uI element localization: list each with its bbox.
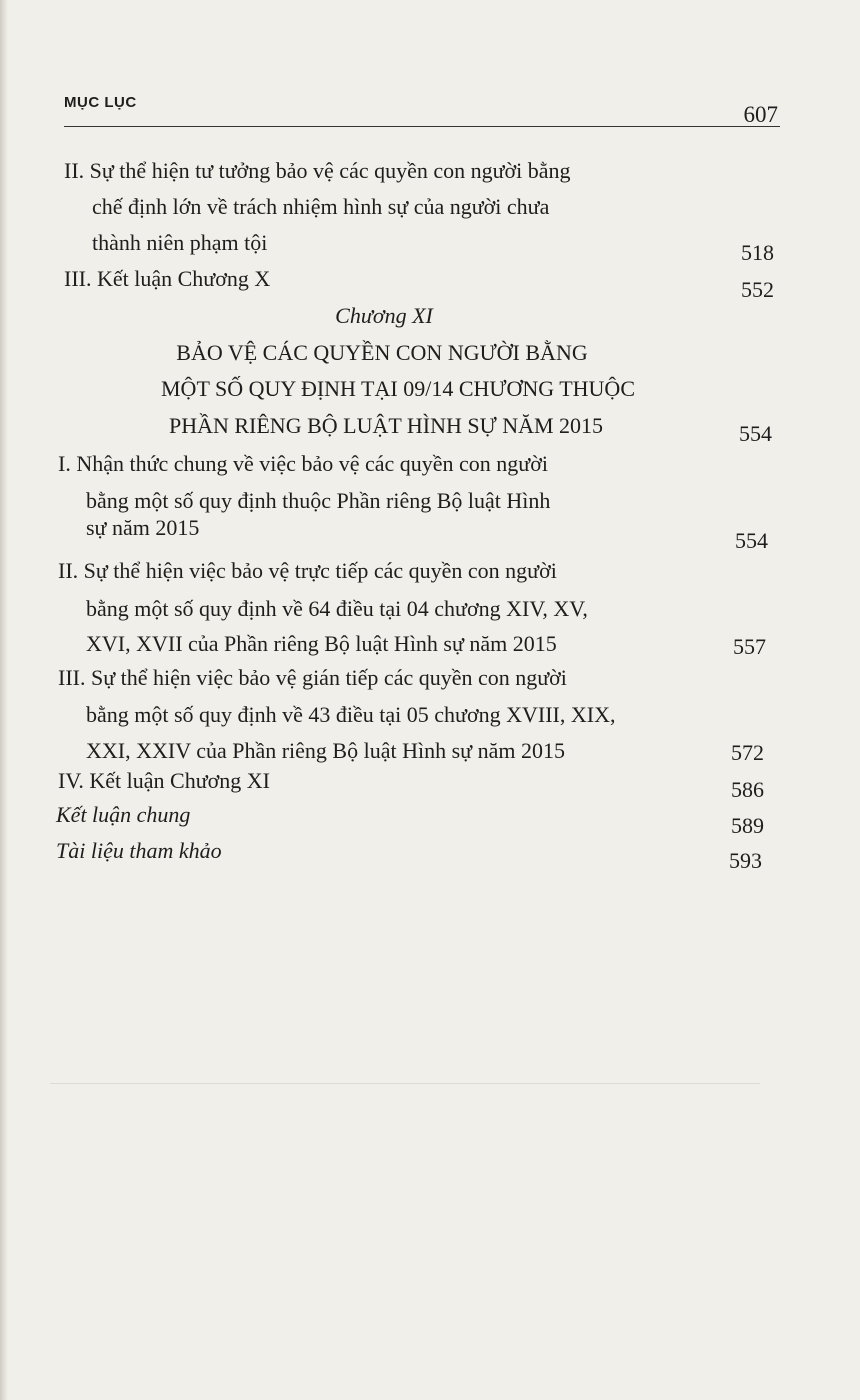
toc-entry-ii-page: 518	[741, 240, 774, 265]
page-number: 607	[743, 102, 778, 127]
toc-entry-i-page: 554	[735, 528, 768, 553]
toc-entry-iii-line-1: III. Kết luận Chương X	[64, 266, 271, 291]
toc-entry-iii-b-line-1: III. Sự thể hiện việc bảo vệ gián tiếp các quyền con người	[58, 665, 567, 690]
toc-entry-i-line-3: sự năm 2015	[86, 515, 200, 540]
page-binding-shadow	[0, 0, 8, 1400]
toc-entry-iv-line-1: IV. Kết luận Chương XI	[58, 768, 270, 793]
toc-entry-ii-b-line-2: bằng một số quy định về 64 điều tại 04 chương XIV, XV,	[86, 596, 588, 621]
toc-entry-ii-line-3: thành niên phạm tội	[92, 230, 268, 255]
chapter-xi-page: 554	[739, 421, 772, 446]
toc-conclusion-label: Kết luận chung	[56, 802, 191, 827]
toc-entry-i-line-2: bằng một số quy định thuộc Phần riêng Bộ luật Hình	[86, 488, 551, 513]
toc-entry-i-line-1: I. Nhận thức chung về việc bảo vệ các quyền con người	[58, 451, 548, 476]
toc-entry-ii-b-line-3: XVI, XVII của Phần riêng Bộ luật Hình sự năm 2015	[86, 631, 557, 656]
toc-entry-ii-line-1: II. Sự thể hiện tư tưởng bảo vệ các quyền con người bằng	[64, 158, 571, 183]
toc-entry-iii-b-line-2: bằng một số quy định về 43 điều tại 05 chương XVIII, XIX,	[86, 702, 616, 727]
toc-entry-iii-b-page: 572	[731, 740, 764, 765]
toc-entry-iii-b-line-3: XXI, XXIV của Phần riêng Bộ luật Hình sự năm 2015	[86, 738, 565, 763]
toc-entry-iii-page: 552	[741, 277, 774, 302]
running-header-title: MỤC LỤC	[64, 94, 137, 111]
chapter-xi-title-line-1: BẢO VỆ CÁC QUYỀN CON NGƯỜI BẰNG	[176, 340, 588, 365]
toc-references-page: 593	[729, 848, 762, 873]
toc-references-label: Tài liệu tham khảo	[56, 838, 222, 863]
toc-conclusion-page: 589	[731, 813, 764, 838]
toc-entry-iv-page: 586	[731, 777, 764, 802]
toc-entry-ii-b-line-1: II. Sự thể hiện việc bảo vệ trực tiếp các quyền con người	[58, 558, 557, 583]
header-rule	[64, 126, 780, 127]
toc-entry-ii-b-page: 557	[733, 634, 766, 659]
chapter-xi-title-line-3: PHẦN RIÊNG BỘ LUẬT HÌNH SỰ NĂM 2015	[168, 413, 604, 438]
chapter-xi-title-line-2: MỘT SỐ QUY ĐỊNH TẠI 09/14 CHƯƠNG THUỘC	[161, 376, 635, 401]
show-through-rule	[50, 1083, 760, 1084]
toc-entry-ii-line-2: chế định lớn về trách nhiệm hình sự của người chưa	[92, 194, 550, 219]
chapter-xi-label: Chương XI	[335, 303, 433, 328]
